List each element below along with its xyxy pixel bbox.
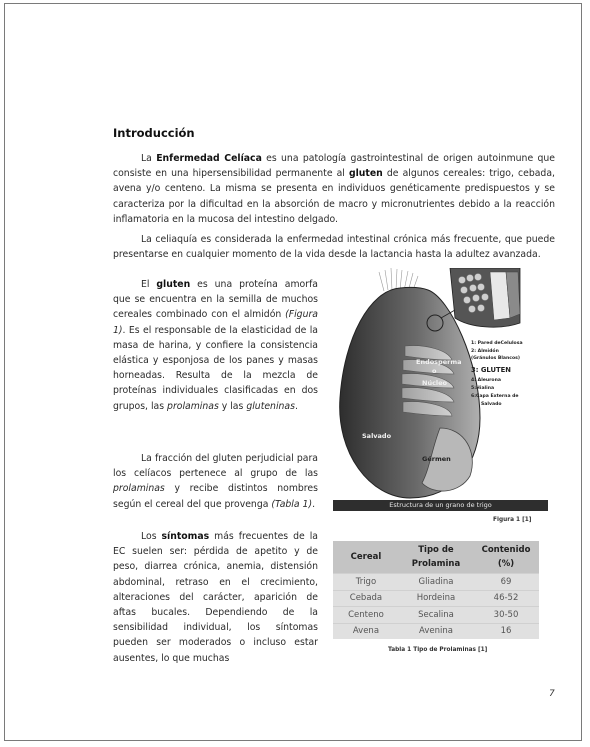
text: La fracción del gluten perjudicial para los celíacos pertenece al grupo de las [113, 453, 318, 480]
text: La [141, 153, 157, 164]
text: es una proteína amorfa que se encuentra en la semilla de muchos cereales combinado con el almidón [113, 279, 318, 321]
cell-prolamina: Hordeina [399, 590, 473, 607]
cell-prolamina: Secalina [399, 607, 473, 624]
legend-item: 2: Almidón [471, 349, 499, 354]
legend-item: 6:Capa Externa de [471, 394, 519, 399]
text: y las [218, 400, 247, 412]
text: . Es el responsable de la elasticidad de la masa de harina, y confiere la consistencia elástica y esponjosa de los panes y masas horneadas. Resulta de la mezcla de proteínas individuales clasificadas en dos grupos, las [113, 324, 318, 412]
label-salvado: Salvado [362, 432, 392, 440]
table-caption: Tabla 1 Tipo de Prolaminas [1] [388, 647, 488, 653]
text: es una patología gastrointestinal de origen autoinmune que consiste en una hipersensibilidad permanente al [113, 153, 555, 180]
legend-item: Salvado [481, 402, 502, 407]
legend-item: (Gránulos Blancos) [471, 356, 520, 361]
term-gluteninas: gluteninas [246, 400, 295, 412]
text: El [141, 279, 157, 290]
paragraph-symptoms [113, 529, 318, 666]
text: . [294, 400, 298, 412]
table-header-row [333, 541, 539, 574]
term-sintomas: síntomas [161, 531, 210, 542]
term-prolaminas: prolaminas [167, 400, 219, 412]
figure-reference-label: Figura 1 [1] [493, 517, 532, 523]
section-heading: Introducción [113, 126, 195, 140]
label-nucleo: Núcleo [422, 379, 448, 387]
page-number: 7 [549, 689, 555, 699]
prolamin-table [333, 541, 539, 639]
table-row [333, 607, 539, 624]
text: Los [141, 531, 162, 542]
legend-item-gluten: 3: GLUTEN [471, 366, 511, 374]
cell-contenido: 46-52 [473, 590, 539, 607]
header-tipo-prolamina: Tipo de Prolamina [399, 541, 473, 574]
cell-cereal: Cebada [333, 590, 399, 607]
label-endosperma: Endosperma [416, 358, 462, 366]
label-germen: Gérmen [422, 455, 451, 463]
cell-prolamina: Avenina [399, 623, 473, 639]
cell-detail-inset [450, 268, 520, 327]
figure-legend [471, 340, 523, 407]
label-o: o [432, 367, 437, 375]
paragraph-frequency [113, 232, 555, 262]
cell-cereal: Trigo [333, 574, 399, 591]
header-cereal: Cereal [333, 541, 399, 574]
figure-reference: (Figura 1) [113, 309, 318, 336]
term-prolaminas: prolaminas [113, 483, 165, 495]
term-gluten: gluten [348, 168, 383, 180]
cell-cereal: Avena [333, 623, 399, 639]
text: más frecuentes de la EC suelen ser: pérdida de apetito y de peso, diarrea crónica, anemia, distensión abdominal, retraso en el crecimiento, alteraciones del carácter, aparición de aftas bucales. Dependiendo de la sensibilidad individual, los síntomas pueden ser moderados o incluso estar ausentes, lo que muchas [113, 531, 318, 664]
text: . [312, 498, 316, 510]
header-contenido: Contenido (%) [473, 541, 539, 574]
legend-item: 1: Pared deCelulosa [471, 341, 523, 346]
term-gluten: gluten [156, 279, 191, 290]
wheat-grain-figure [330, 268, 548, 512]
text: y recibe distintos nombres según el cereal del que provenga [113, 483, 318, 510]
table-row [333, 574, 539, 591]
text: La celiaquía es considerada la enfermedad intestinal crónica más frecuente, que puede presentarse en cualquier momento de la vida desde la lactancia hasta la adultez avanzada. [113, 234, 555, 261]
cell-contenido: 30-50 [473, 607, 539, 624]
table-row [333, 623, 539, 639]
table-reference: (Tabla 1) [271, 498, 313, 510]
table-row [333, 590, 539, 607]
paragraph-gluten [113, 277, 318, 414]
legend-item: 5:Hialina [471, 386, 495, 391]
paragraph-prolamins [113, 451, 318, 512]
legend-item: 4: Aleurona [471, 378, 501, 383]
figure-caption: Estructura de un grano de trigo [333, 500, 548, 511]
text: de algunos cereales: trigo, cebada, avena y/o centeno. La misma se presenta en individuos genéticamente predispuestos y se caracteriza por la dificultad en la absorción de macro y micronutrientes debido a la reacción inflamatoria en la mucosa del intestino delgado. [113, 168, 555, 225]
cell-prolamina: Gliadina [399, 574, 473, 591]
cell-contenido: 16 [473, 623, 539, 639]
cell-cereal: Centeno [333, 607, 399, 624]
paragraph-definition [113, 151, 555, 227]
term-celiac-disease: Enfermedad Celíaca [156, 153, 262, 164]
cell-contenido: 69 [473, 574, 539, 591]
